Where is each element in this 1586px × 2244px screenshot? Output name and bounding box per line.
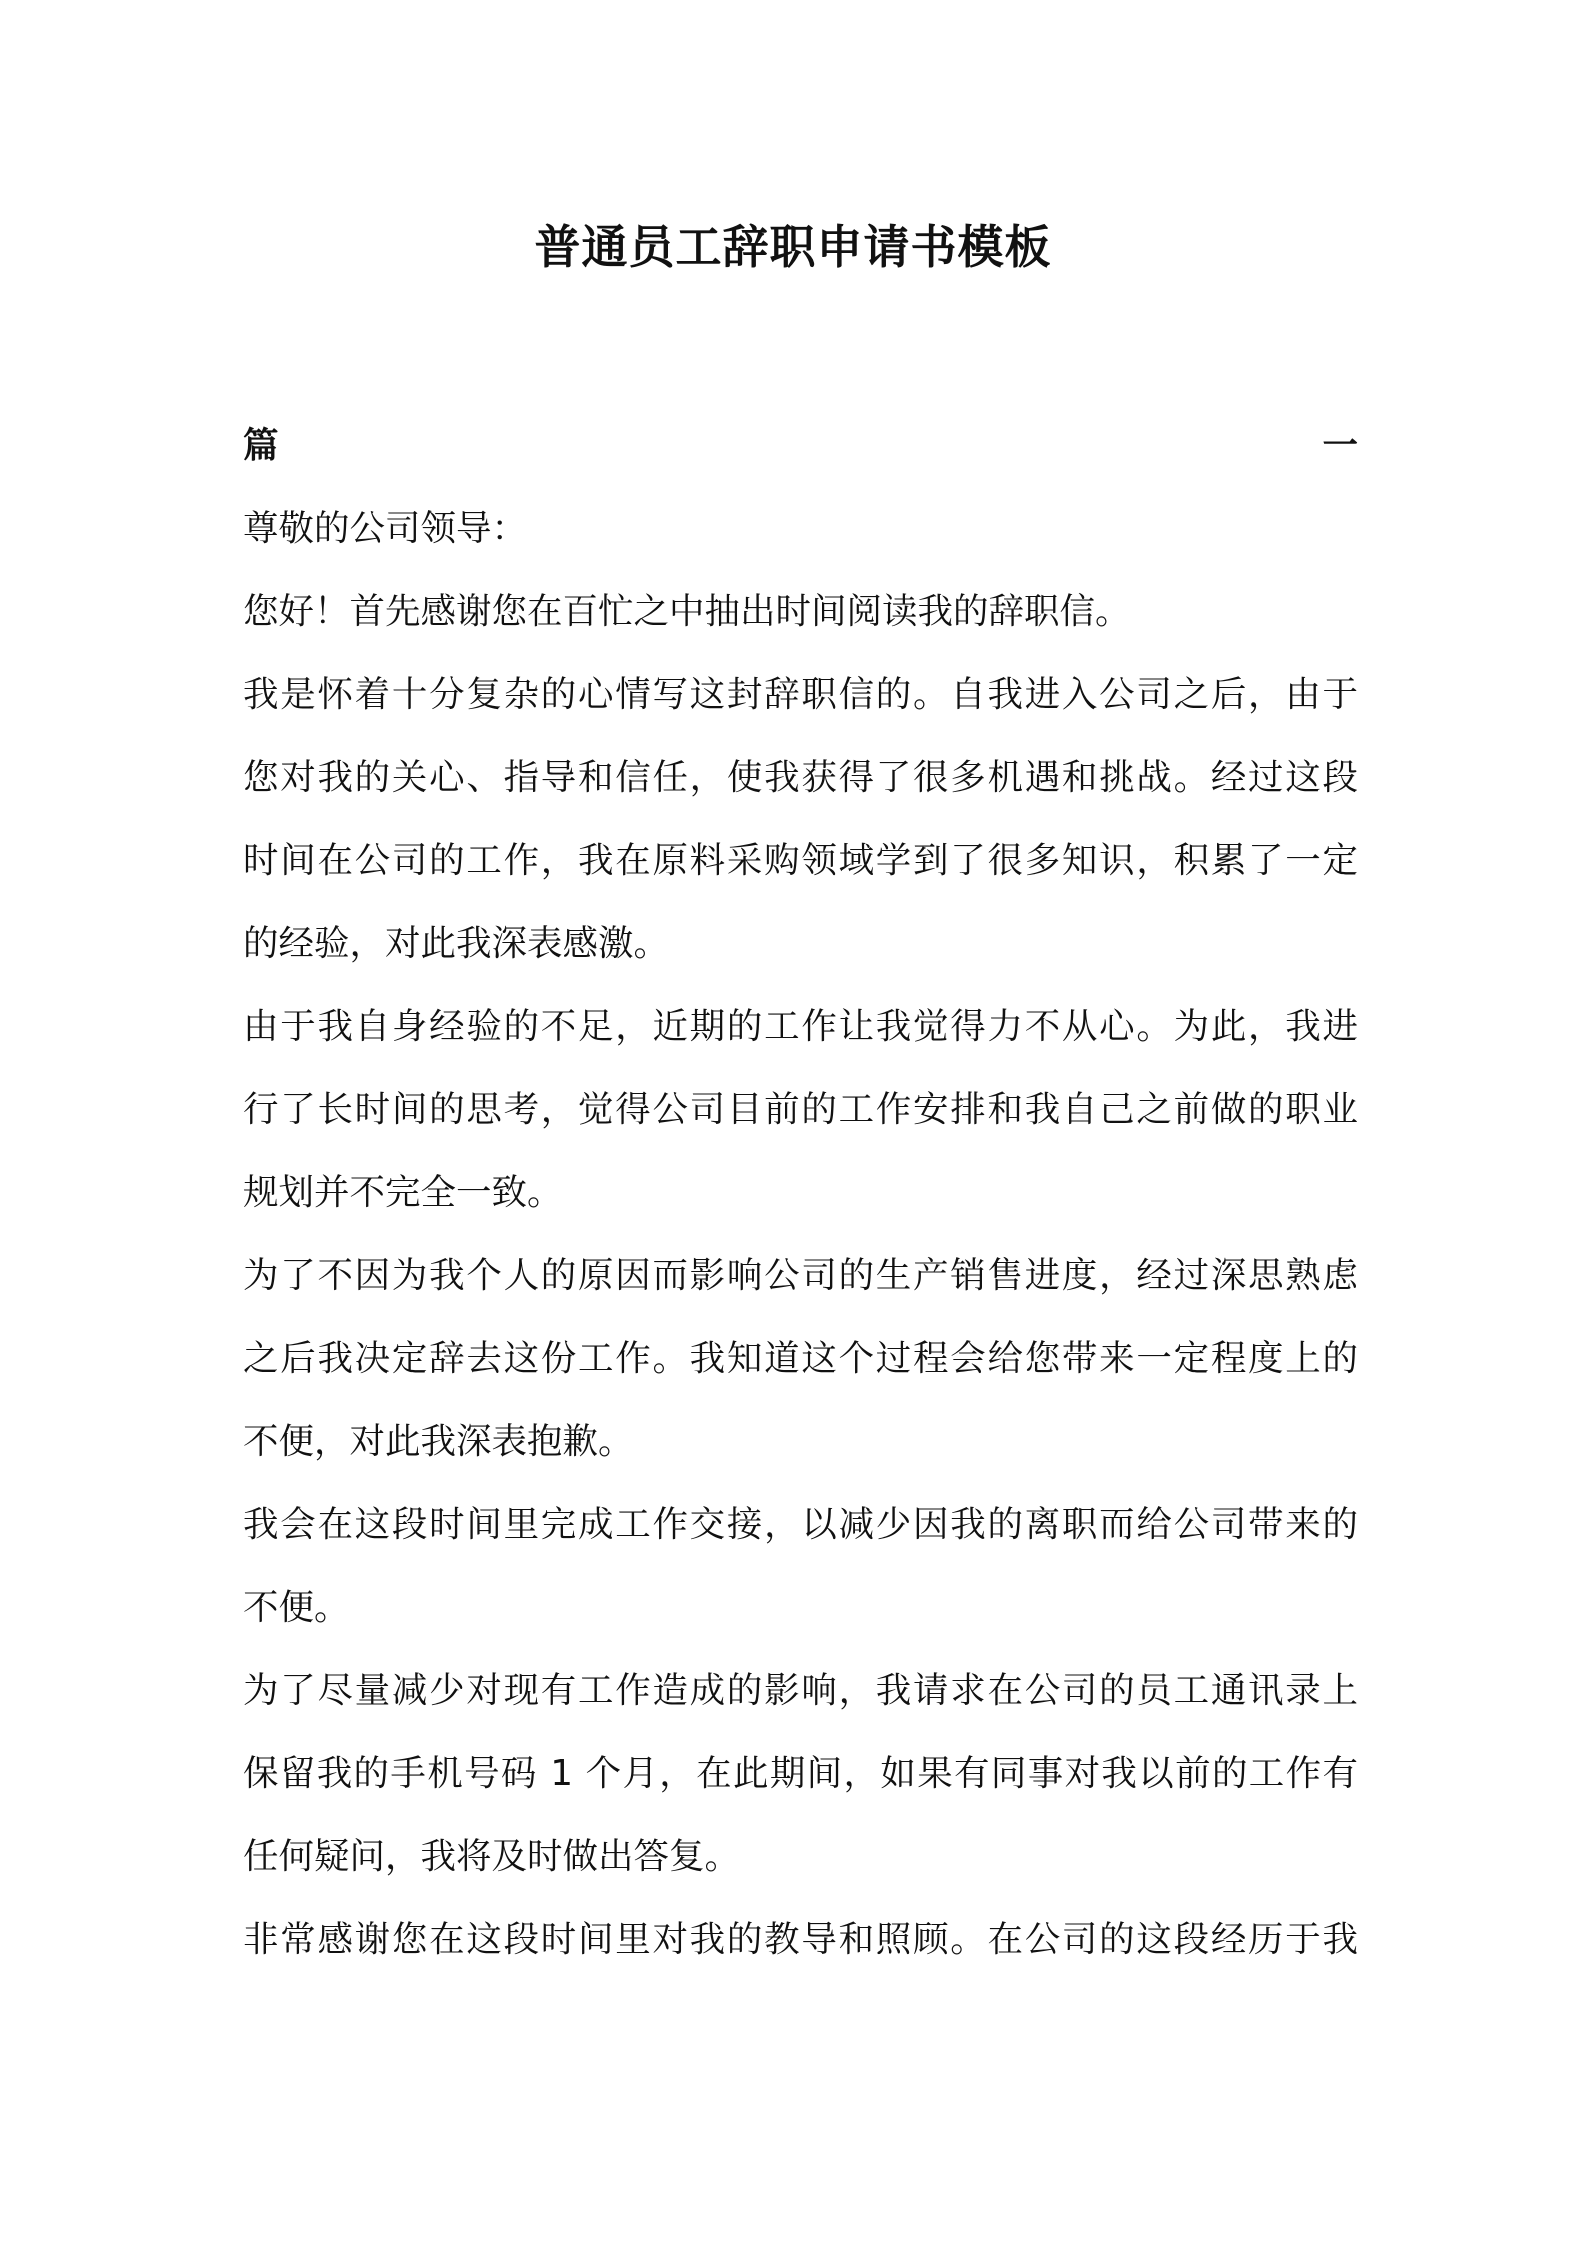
body-line: 为了尽量减少对现有工作造成的影响，我请求在公司的员工通讯录上 [243,1670,1358,1711]
body-line: 非常感谢您在这段时间里对我的教导和照顾。在公司的这段经历于我 [243,1919,1358,1960]
body-line: 您好！首先感谢您在百忙之中抽出时间阅读我的辞职信。 [243,591,1131,632]
body-line: 不便。 [243,1587,350,1628]
body-line: 保留我的手机号码 1 个月，在此期间，如果有同事对我以前的工作有 [243,1753,1358,1794]
body-line: 为了不因为我个人的原因而影响公司的生产销售进度，经过深思熟虑 [243,1255,1358,1296]
document-body [243,404,1358,1981]
body-line: 任何疑问，我将及时做出答复。 [243,1836,741,1877]
document-title: 普通员工辞职申请书模板 [534,220,1052,274]
body-line: 我是怀着十分复杂的心情写这封辞职信的。自我进入公司之后，由于 [243,674,1358,715]
salutation: 尊敬的公司领导： [243,508,528,549]
body-line: 的经验，对此我深表感激。 [243,923,670,964]
body-line: 行了长时间的思考，觉得公司目前的工作安排和我自己之前做的职业 [243,1089,1358,1130]
section-heading: 篇一 [243,425,1358,466]
body-line: 我会在这段时间里完成工作交接，以减少因我的离职而给公司带来的 [243,1504,1358,1545]
body-line: 之后我决定辞去这份工作。我知道这个过程会给您带来一定程度上的 [243,1338,1358,1379]
body-line: 由于我自身经验的不足，近期的工作让我觉得力不从心。为此，我进 [243,1006,1358,1047]
body-line: 时间在公司的工作，我在原料采购领域学到了很多知识，积累了一定 [243,840,1358,881]
body-line: 不便，对此我深表抱歉。 [243,1421,634,1462]
body-line: 您对我的关心、指导和信任，使我获得了很多机遇和挑战。经过这段 [243,757,1358,798]
body-line: 规划并不完全一致。 [243,1172,563,1213]
